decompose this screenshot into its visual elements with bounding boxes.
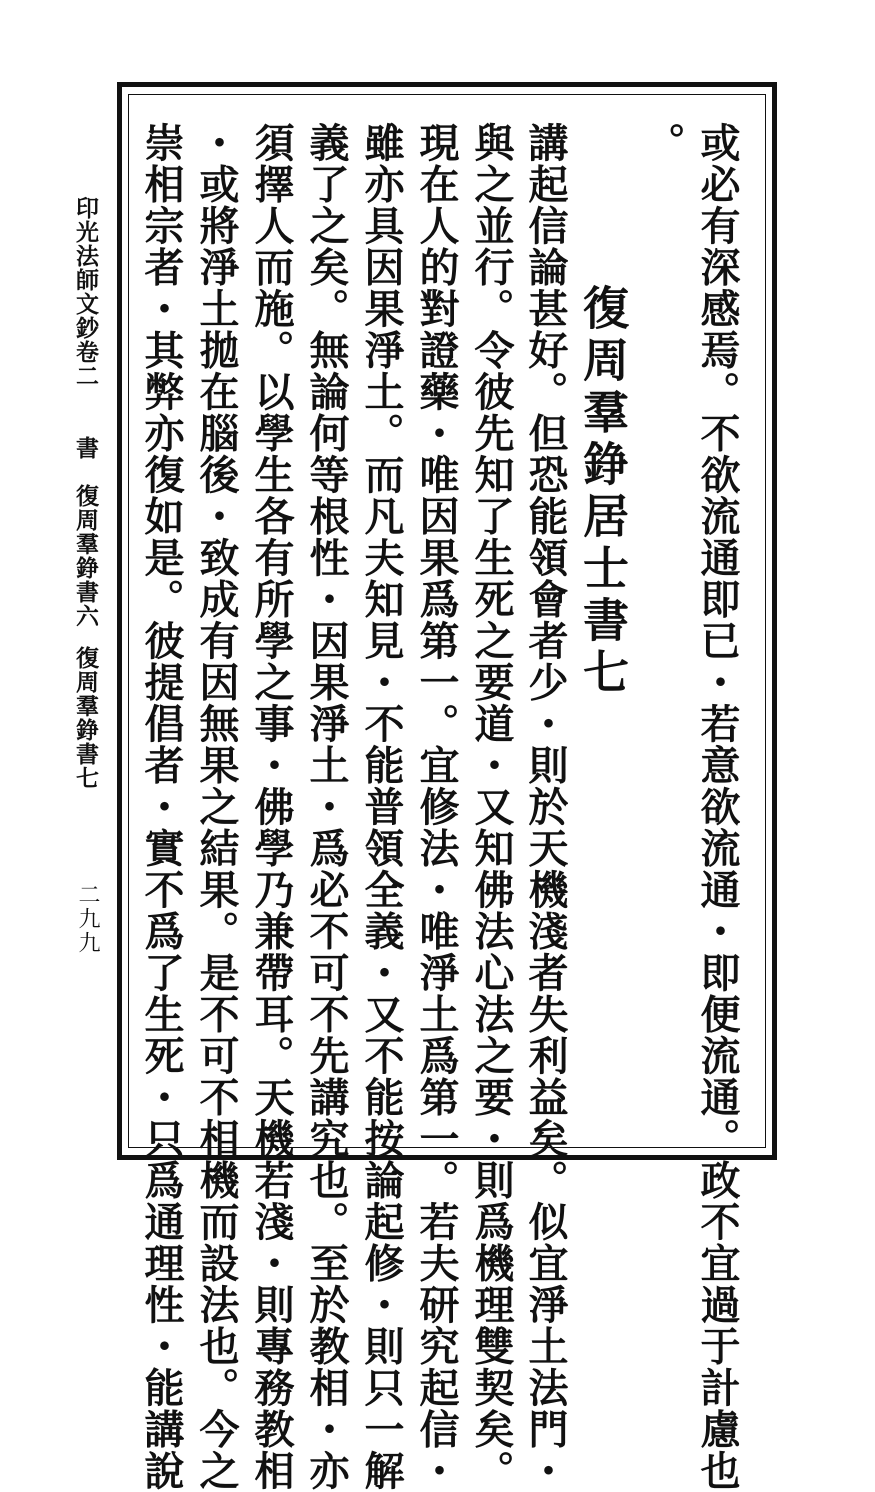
text-column-2: 。 (639, 122, 686, 164)
text-column-8: 須擇人而施。以學生各有所學之事・佛學乃兼帶耳。天機若淺・則專務教相 (248, 122, 295, 1492)
letter-title: 復周羣錚居士書七 (576, 284, 630, 700)
text-area (132, 108, 762, 1492)
text-column-3: 講起信論甚好。但恐能領會者少・則於天機淺者失利益矣。似宜淨土法門・ (522, 122, 569, 1492)
book-title: 印光法師文鈔卷二 (72, 196, 99, 388)
text-column-6: 雖亦具因果淨土。而凡夫知見・不能普領全義・又不能按論起修・則只一解 (358, 122, 405, 1492)
text-column-5: 現在人的對證藥・唯因果爲第一。宜修法・唯淨土爲第一。若夫研究起信・ (413, 122, 460, 1492)
text-column-1: 或必有深感焉。不欲流通即已・若意欲流通・即便流通。政不宜過于計慮也 (694, 122, 741, 1492)
page-number: 二九九 (75, 883, 100, 955)
text-column-9: ・或將淨土拋在腦後・致成有因無果之結果。是不可不相機而設法也。今之 (193, 122, 240, 1492)
current-letter-label: 復周羣錚書七 (72, 646, 99, 790)
text-column-10: 崇相宗者・其弊亦復如是。彼提倡者・實不爲了生死・只爲通理性・能講說 (138, 122, 185, 1492)
section-label: 書 (72, 436, 99, 460)
text-column-7: 義了之矣。無論何等根性・因果淨土・爲必不可不先講究也。至於教相・亦 (303, 122, 350, 1492)
text-column-4: 與之並行。令彼先知了生死之要道・又知佛法心法之要・則爲機理雙契矣。 (468, 122, 515, 1492)
running-header (74, 196, 97, 790)
prev-letter-label: 復周羣錚書六 (72, 484, 99, 628)
